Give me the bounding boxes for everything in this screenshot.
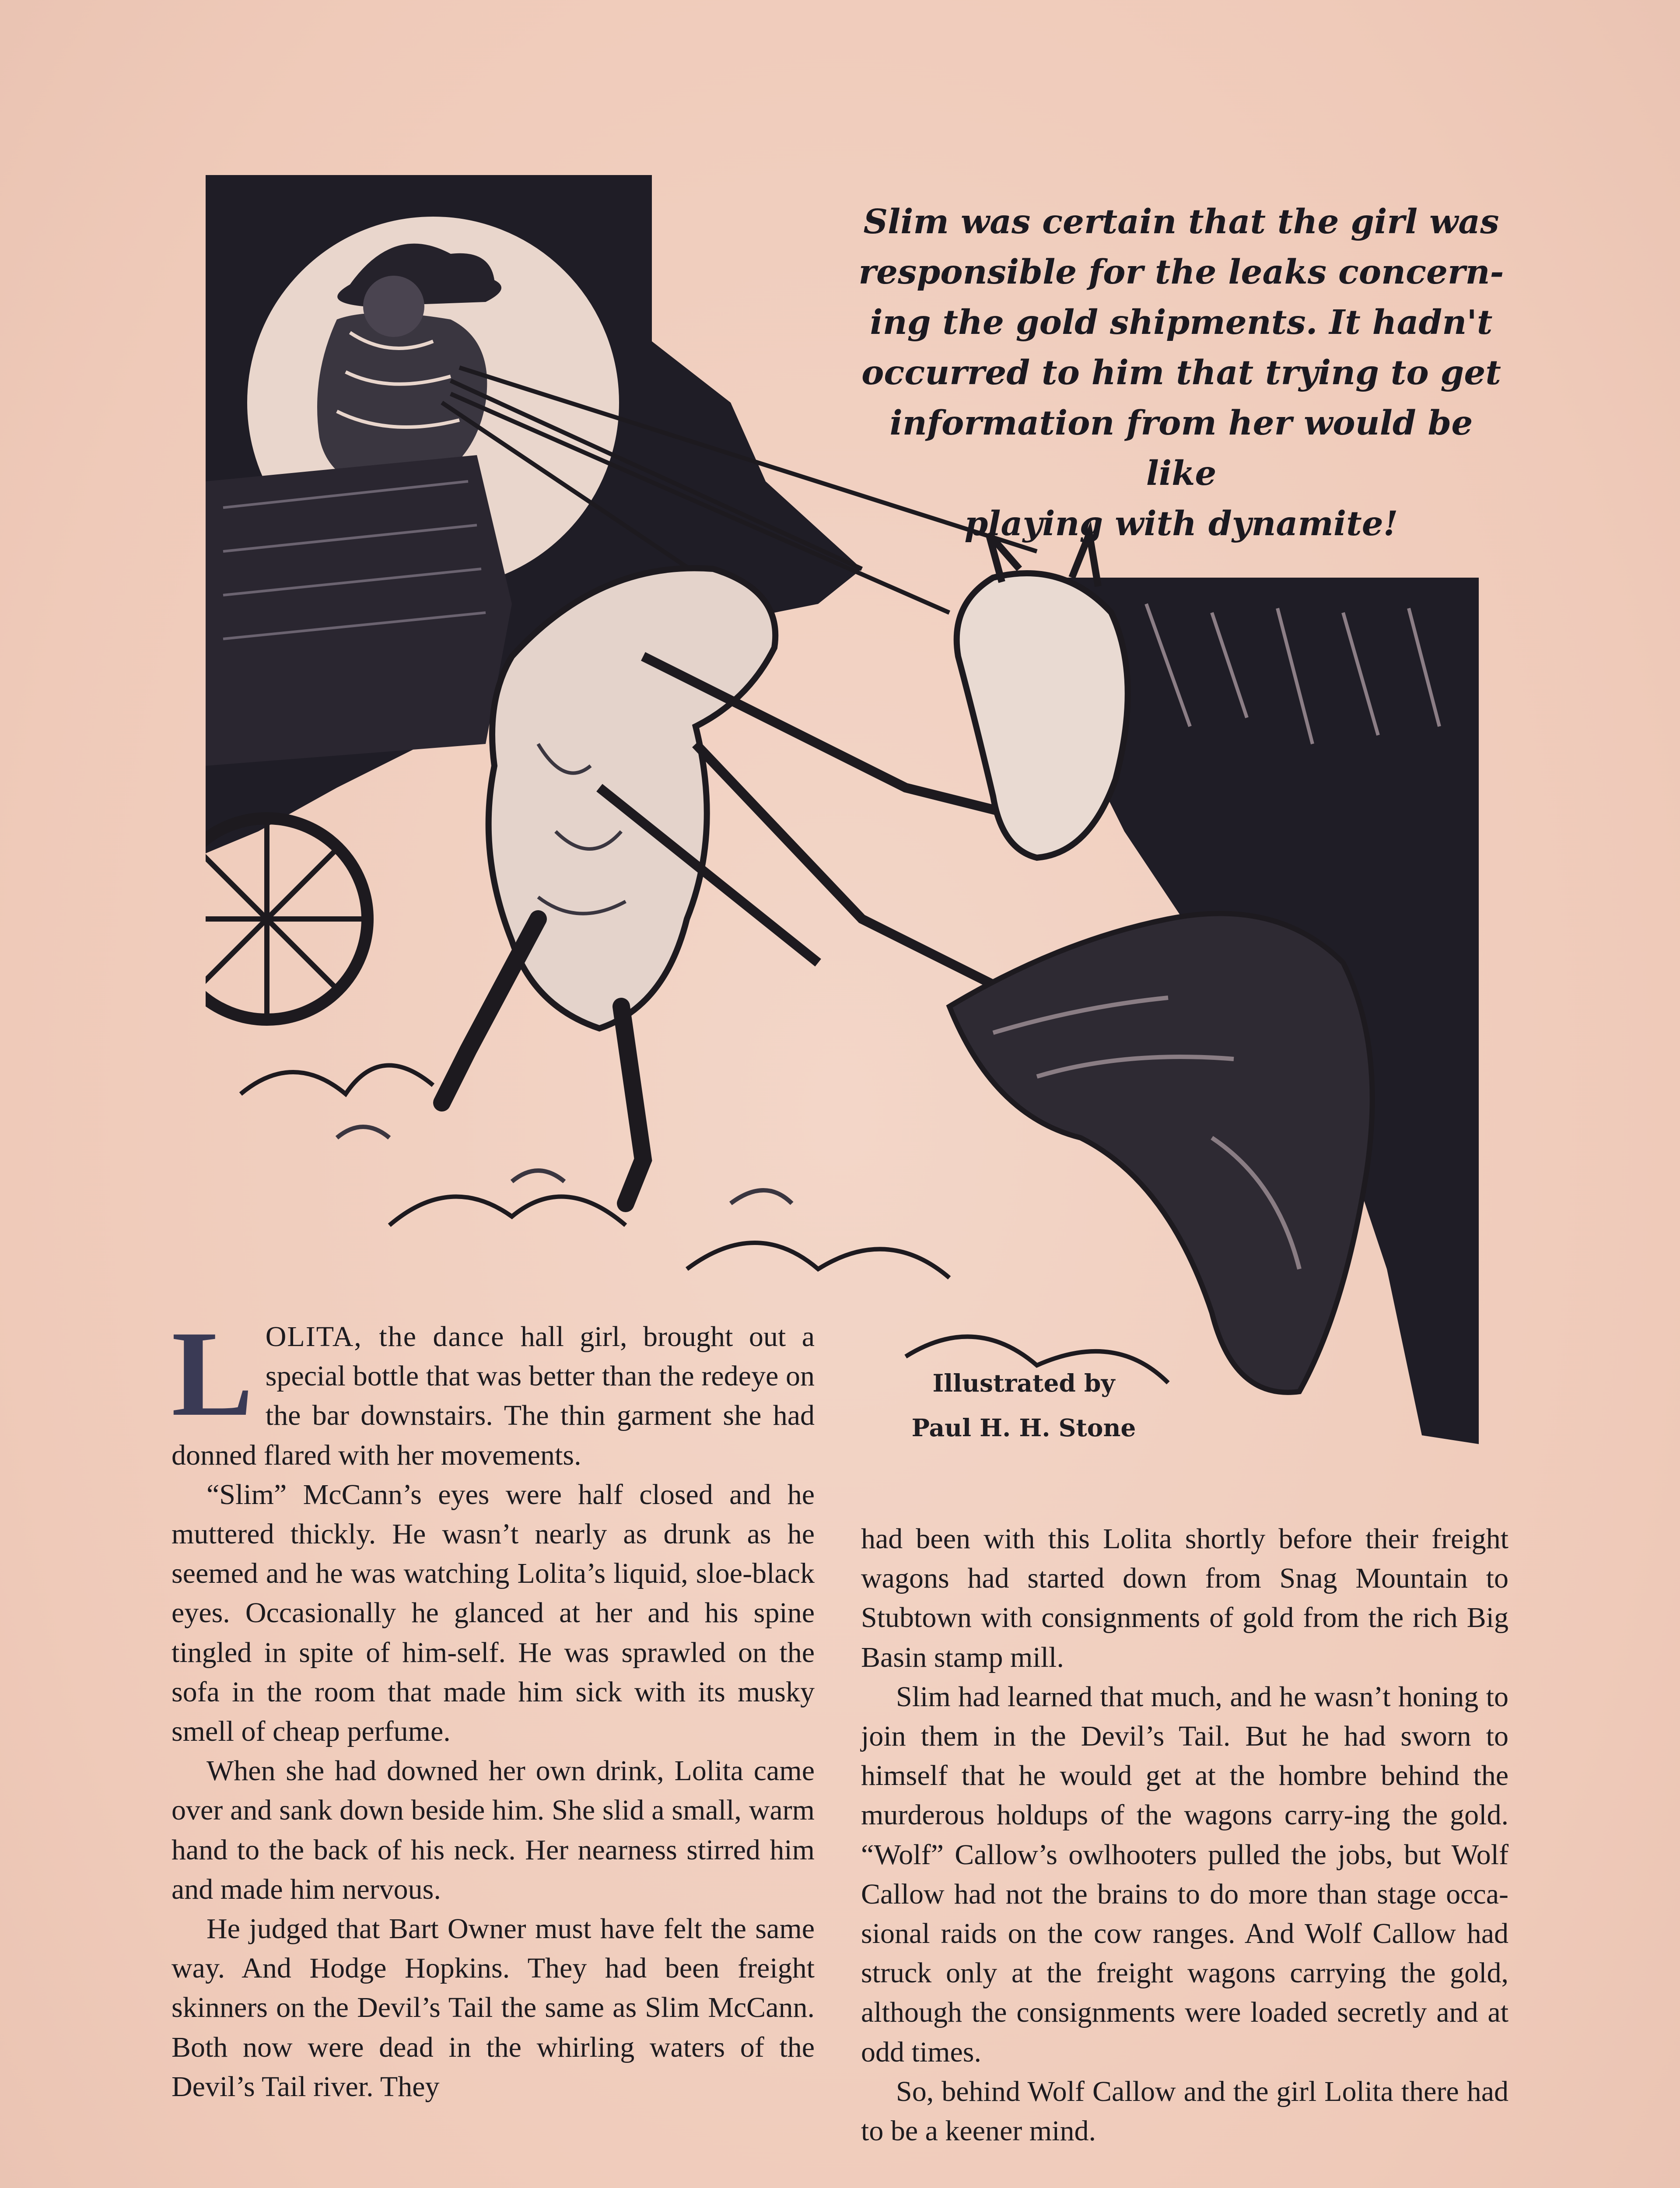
story-column-right <box>861 1519 1508 2151</box>
teaser-line: ing the gold shipments. It hadn't <box>870 303 1493 342</box>
teaser-line: responsible for the leaks concern- <box>858 252 1504 292</box>
second-horse-head <box>957 573 1128 858</box>
credit-line-2: Paul H. H. Stone <box>911 1413 1136 1442</box>
teaser-line: occurred to him that trying to get <box>861 353 1501 393</box>
story-paragraph: So, behind Wolf Callow and the girl Lolita there had to be a keener mind. <box>861 2075 1508 2147</box>
story-lead-in: OLITA, the <box>265 1321 417 1353</box>
teaser-blurb <box>853 197 1509 549</box>
falling-horse <box>949 914 1372 1392</box>
story-paragraph <box>172 1305 815 1475</box>
story-paragraph: had been with this Lolita shortly before their freight wagons had started down from Snag Mountain to Stubtown with consignments of gold from the rich Big Basin stamp mill. <box>861 1523 1508 1673</box>
teaser-line: information from her would be like <box>889 403 1473 493</box>
story-lead-in-spaced: dance <box>433 1321 505 1353</box>
lead-horse <box>489 568 776 1028</box>
story-paragraph: He judged that Bart Owner must have felt the same way. And Hodge Hopkins. They had been freight skinners on the Devil’s Tail the same as Slim McCann. Both now were dead in the whirling waters of the Devil’s Tail river. They <box>172 1913 815 2103</box>
drop-cap: L <box>172 1305 253 1441</box>
teaser-line: Slim was certain that the girl was <box>863 202 1499 242</box>
credit-line-1: Illustrated by <box>932 1369 1115 1397</box>
story-paragraph: “Slim” McCann’s eyes were half closed and he muttered thickly. He wasn’t nearly as drunk as he seemed and he was watching Lolita’s liquid, sloe-black eyes. Occasionally he glanced at her and his spine tingled in spite of him-self. He was sprawled on the sofa in the room that made him sick with its musky smell of cheap perfume. <box>172 1478 815 1748</box>
story-paragraph: When she had downed her own drink, Lolita came over and sank down beside him. She slid a small, warm hand to the back of his neck. Her nearness stirred him and made him nervous. <box>172 1755 815 1905</box>
teaser-line: playing with dynamite! <box>964 504 1398 543</box>
illustration-credit <box>871 1361 1177 1450</box>
story-text: hall girl, brought out a special bottle that was better than the redeye on the bar downstairs. The thin garment she had donned flared with her movements. <box>172 1321 815 1471</box>
story-paragraph: Slim had learned that much, and he wasn’t honing to join them in the Devil’s Tail. But he had sworn to himself that he would get at the hombre behind the murderous holdups of the wagons carry-ing the gold. “Wolf” Callow’s owlhooters pulled the jobs, but Wolf Callow had not the brains to do more than stage occa-sional raids on the cow ranges. And Wolf Callow had struck only at the freight wagons carrying the gold, although the consignments were loaded secretly and at odd times. <box>861 1680 1508 2068</box>
story-column-left <box>172 1305 815 2107</box>
wagon-body <box>206 455 512 766</box>
